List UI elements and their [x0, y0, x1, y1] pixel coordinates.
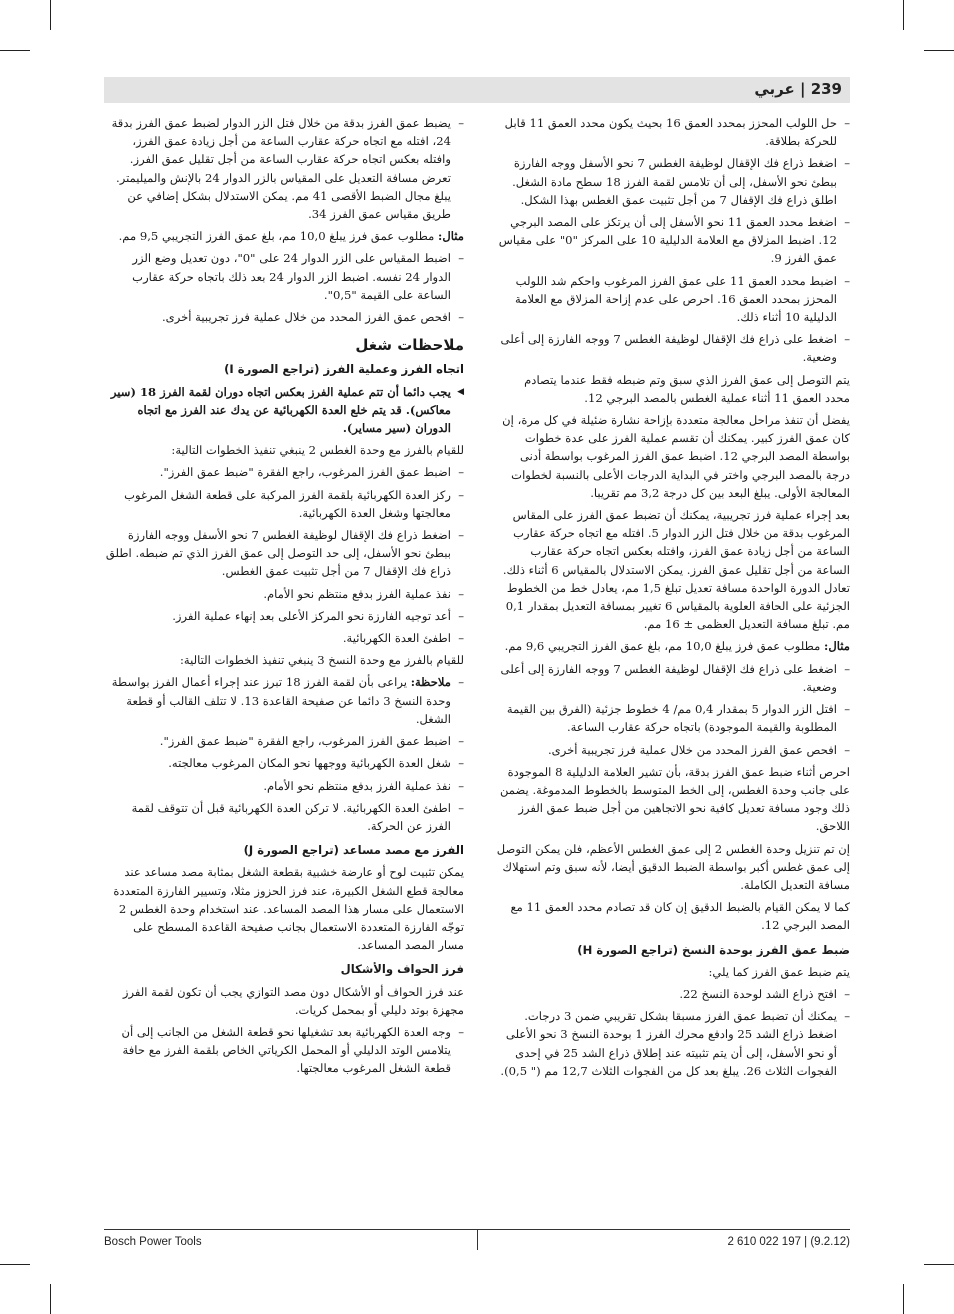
- section-heading: فرز الحواف والأشكال: [340, 962, 464, 977]
- paragraph: يتم التوصل إلى عمق الفرز الذي سبق وتم ضبطه فقط عندما يتصادم محدد العمق 11 أثناء عملية الغطس بالمصد البرجي 12.: [524, 372, 850, 405]
- paragraph: كما لا يمكن القيام بالضبط الدقيق إن كان قد تصادم محدد العمق 11 مع المصد البرجي 12.: [510, 900, 850, 933]
- list-item: – افحص عمق الفرز المحدد من خلال عملية فرز تجريبية أخرى.: [496, 741, 850, 759]
- footer-divider: [477, 1229, 478, 1250]
- crop-mark: [924, 50, 954, 51]
- paragraph: بعد إجراء عملية فرز تجريبية، يمكنك أن تضبط عمق الفرز على المقاس المرغوب بدقة من خلال فتل الزر الدوار 5. افتله مع اتجاه حركة عقارب الساعة من أجل زيادة عمق الفرز، وافتله بعكس اتجاه حركة عقارب الساعة من أجل تقليل عمق الفرز. يمكن الاستدلال بالمقياس 6 أثناء ذلك. تعادل الدورة الواحدة مسافة تعديل تبلغ 1,5 مم، يعادل خط من الخطوط الجزئية على الحافة العلوية بالمقياس 6 تغيير بمسافة التعديل بمقدار 0,1 مم. تبلغ مسافة التعديل العظمى ± 16 مم.: [502, 508, 850, 632]
- list-item: – نفذ عملية الفرز بدفع منتظم نحو الأمام.: [104, 777, 464, 795]
- example-label: مثال:: [824, 639, 850, 654]
- list-item: – اضغط محدد العمق 11 نحو الأسفل إلى أن يرتكز على المصد البرجي 12. اضبط المزلاق مع العلامة الدليلية 10 على المركز "0" على مقياس عمق الفرز 9.: [496, 213, 850, 268]
- list-item: – أعد توجيه الفارزة نحو المركز الأعلى بعد إنهاء عملية الفرز.: [104, 607, 464, 625]
- list-item: – اضبط عمق الفرز المرغوب، راجع الفقرة "ضبط عمق الفرز".: [104, 463, 464, 481]
- note-label: ملاحظة:: [410, 675, 451, 690]
- list-item: – وجه العدة الكهربائية بعد تشغيلها نحو قطعة الشغل من الجانب إلى أن يتلامس الوتد الدليلي أو المحمل الكرياتي الخاص بلقمة الفرز مع حافة قطعة الشغل المرغوب معالجتها.: [104, 1023, 464, 1078]
- list-item: – يمكنك أن تضبط عمق الفرز مسبقا بشكل تقريبي ضمن 3 درجات. اضغط ذراع الشد 25 وادفع محرك الفرز 1 بوحدة النسخ 3 نحو الأعلى أو نحو الأسفل، إلى أن يتم تثبيته عند إطلاق ذراع الشد 25 في إحدى الفجوات الثلاث 26. يبلغ بعد كل من الفجوات الثلاث 12,7 مم (" 0,5).: [496, 1007, 850, 1080]
- list-item: – اضبط عمق الفرز المرغوب، راجع الفقرة "ضبط عمق الفرز".: [104, 732, 464, 750]
- section-heading: الفرز مع مصد مساعد (تراجع الصورة J): [243, 843, 464, 858]
- list-item: – اضبط محدد العمق 11 على عمق الفرز المرغوب واحكم شد اللولب المحزز بمحدد العمق 16. احرص على عدم إزاحة المزلاق مع العلامة الدليلية 10 أثناء ذلك.: [496, 272, 850, 327]
- right-column: [496, 114, 850, 1084]
- paragraph: للقيام بالفرز مع وحدة النسخ 3 ينبغي تنفيذ الخطوات التالية:: [179, 653, 464, 668]
- example-text: مطلوب عمق فرز يبلغ 10,0 مم، بلغ عمق الفرز التجريبي 9,6 مم.: [504, 639, 825, 654]
- crop-mark: [50, 1284, 51, 1314]
- paragraph: يتم ضبط عمق الفرز كما يلي:: [708, 964, 850, 979]
- crop-mark: [0, 1264, 30, 1265]
- note-text: يراعى بأن لقمة الفرز 18 تبرز عند إجراء أعمال الفرز بواسطة وحدة النسخ 3 دائما عن صفيحة القاعدة 13. لا تتلف القالب أو قطعة الشغل.: [111, 675, 451, 726]
- left-column: [104, 114, 464, 1082]
- example-paragraph: [104, 227, 464, 245]
- paragraph: للقيام بالفرز مع وحدة الغطس 2 ينبغي تنفيذ الخطوات التالية:: [171, 443, 464, 458]
- list-item: – شغل العدة الكهربائية ووجهها نحو المكان المرغوب معالجته.: [104, 754, 464, 772]
- list-item: – اضغط على ذراع فك الإقفال لوظيفة الغطس 7 ووجه الفارزة إلى أعلى وضعية.: [496, 660, 850, 696]
- header-bar: [104, 77, 850, 103]
- paragraph: احرص أثناء ضبط عمق الفرز بدقة، بأن تشير العلامة الدليلية 8 الموجودة على جانب وحدة الغطس، إلى الخط المتوسط بالخطوط المدموغة. يضمن ذلك وجود مسافة تعديل كافية نحو الاتجاهين من أجل ضبط عمق الفرز اللاحق.: [499, 764, 850, 834]
- list-item: – اضغط ذراع فك الإقفال لوظيفة الغطس 7 نحو الأسفل ووجه الفارزة ببطئ نحو الأسفل، إلى حد التوصل إلى عمق الفرز الذي تم ضبطه. اطلق ذراع فك الإقفال 7 من أجل تثبيت عمق الغطس.: [104, 526, 464, 581]
- list-item: – اطفئ العدة الكهربائية.: [104, 629, 464, 647]
- example-paragraph: [496, 637, 850, 655]
- section-heading-major: ملاحظات شغل: [355, 336, 464, 355]
- list-item: – افتل الزر الدوار 5 بمقدار 0,4 مم/ 4 خطوط جزئية (الفرق بين القيمة المطلوبة والقيمة الموجودة) باتجاه حركة عقارب الساعة.: [496, 700, 850, 736]
- footer-doc-ref: 2 610 022 197 | (9.2.12): [727, 1236, 850, 1248]
- crop-mark: [924, 1264, 954, 1265]
- example-label: مثال:: [438, 229, 464, 244]
- crop-mark: [903, 0, 904, 30]
- paragraph: يمكن تثبيت لوح أو عارضة خشبية بقطعة الشغل بمثابة مصد مساعد عند معالجة قطع الشغل الكبيرة، عند فرز الحزوز مثلا، وتسيير الفارزة المتعددة الاستعمال على مسار هذا المصد المساعد. عند استخدام وحدة الغطس 2 توجّه الفارزة المتعددة الاستعمال بجانب صفيحة القاعدة المسطح على مسار المصد المساعد.: [113, 865, 464, 953]
- paragraph: يفضل أن تنفذ مراحل معالجة متعددة بإزاحة نشارة ضئيلة في كل مرة، إن كان عمق الفرز كبير. يمكنك أن تقسم عملية الفرز على عدة خطوات بواسطة المصد البرجي 12. اضبط عمق الفرز المرغوب بواسطة أدنى درجة بالمصد البرجي واختر في البداية الدرجات الأعلى بالنسبة لخطوات المعالجة الأولى. يبلغ البعد بين كل درجة 3,2 مم تقريبا.: [502, 413, 850, 500]
- crop-mark: [0, 50, 30, 51]
- list-item: – اطفئ العدة الكهربائية. لا تركن العدة الكهربائية قبل أن تتوقف لقمة الفرز عن الحركة.: [104, 799, 464, 835]
- section-heading: ضبط عمق الفرز بوحدة النسخ (تراجع الصورة H): [577, 942, 850, 957]
- paragraph: عند فرز الحواف أو الأشكال دون مصد التوازي يجب أن تكون لقمة الفرز مجهزة بوتد دليلي أو بمحمل كريات.: [122, 984, 464, 1017]
- list-item: – افحص عمق الفرز المحدد من خلال عملية فرز تجريبية أخرى.: [104, 308, 464, 326]
- list-item: – اضغط على ذراع فك الإقفال لوظيفة الغطس 7 ووجه الفارزة إلى أعلى وضعية.: [496, 330, 850, 366]
- crop-mark: [903, 1284, 904, 1314]
- note-item: [104, 673, 464, 728]
- crop-mark: [50, 0, 51, 30]
- paragraph: إن تم تنزيل وحدة الغطس 2 إلى عمق الغطس الأعظم، فلن يمكن التوصل إلى عمق غطس أكبر بواسطة الضبط الدقيق أيضا، لأنه سبق وتم استهلاك مسافة التعديل الكاملة.: [496, 841, 850, 892]
- footer-brand: Bosch Power Tools: [104, 1236, 202, 1248]
- warning-item: ◀ يجب دائما أن تتم عملية الفرز بعكس اتجاه دوران لقمة الفرز 18 (سير معاكس). قد يتم خلع العدة الكهربائية عن يدك عند الفرز مع اتجاه الدوران (سير مساير).: [104, 383, 464, 438]
- list-item: – اضغط ذراع فك الإقفال لوظيفة الغطس 7 نحو الأسفل ووجه الفارزة ببطئ نحو الأسفل، إلى أن تلامس لقمة الفرز 18 سطح مادة الشغل. اطلق ذراع فك الإقفال 7 من أجل تثبيت عمق الغطس بهذا الشكل.: [496, 154, 850, 209]
- list-item: – اضبط المقياس على الزر الدوار 24 على "0"، دون تعديل وضع الزر الدوار 24 نفسه. اضبط الزر الدوار 24 بعد ذلك باتجاه حركة عقارب الساعة على القيمة "0,5".: [104, 249, 464, 304]
- list-item: – حل اللولب المحزز بمحدد العمق 16 بحيث يكون محدد العمق 11 قابل للحركة بطلاقة.: [496, 114, 850, 150]
- section-heading: اتجاه الفرز وعملية الفرز (تراجع الصورة I): [224, 362, 464, 377]
- page-number: 239 | عربي: [754, 80, 842, 98]
- list-item: – افتح ذراع الشد لوحدة النسخ 22.: [496, 985, 850, 1003]
- list-item: – يضبط عمق الفرز بدقة من خلال فتل الزر الدوار لضبط عمق الفرز بدقة 24، افتله مع اتجاه حركة عقارب الساعة من أجل زيادة عمق الفرز، وافتله بعكس اتجاه حركة عقارب الساعة من أجل تقليل عمق الفرز. تعرض مسافة التعديل على المقياس بالزر الدوار 24 بالإنش والميليمتر. يبلغ مجال الضبط الأقصى 41 مم. يمكن الاستدلال بشكل إضافي عن طريق مقياس عمق الفرز 34.: [104, 114, 464, 223]
- list-item: – ركز العدة الكهربائية بلقمة الفرز المركبة على قطعة الشغل المرغوب معالجتها وشغل العدة الكهربائية.: [104, 486, 464, 522]
- list-item: – نفذ عملية الفرز بدفع منتظم نحو الأمام.: [104, 585, 464, 603]
- example-text: مطلوب عمق فرز يبلغ 10,0 مم، بلغ عمق الفرز التجريبي 9,5 مم.: [118, 229, 439, 244]
